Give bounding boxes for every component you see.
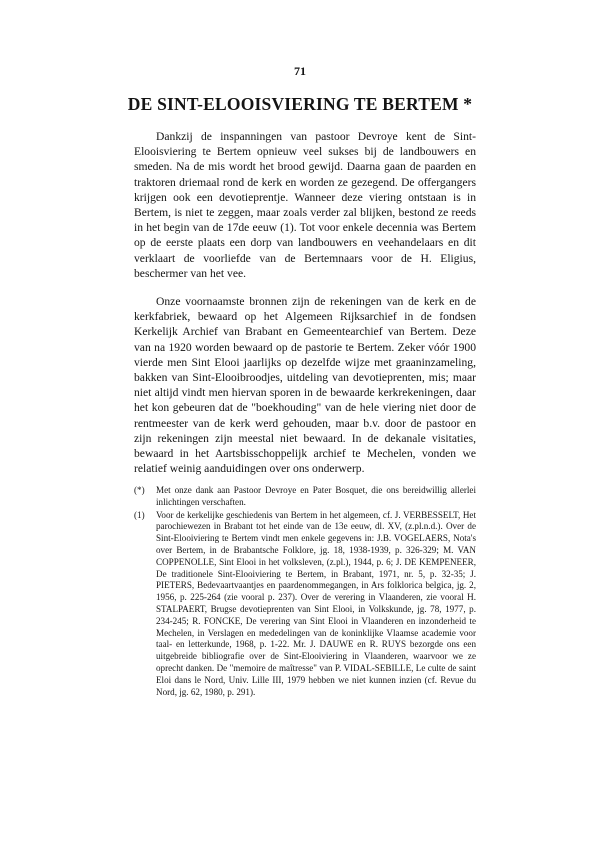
footnote-mark: (1) [134,509,145,520]
footnote-text: Voor de kerkelijke geschiedenis van Bertem in het algemeen, cf. J. VERBESSELT, Het parochiewezen in Brabant tot het einde van de 13e eeuw, dl. XV, (z.pl.n.d.). Over de Sint-Elooiviering te Bertem vindt men enkele gegevens in: J.B. VOGELAERS, Nota's over Bertem, in de Brabantsche Folklore, jg. 18, 1938-1939, p. 326-329; M. VAN COPPENOLLE, Sint Elooi in het volksleven, (z.pl.), 1944, p. 6; J. DE KEMPENEER, De traditionele Sint-Elooiviering te Bertem, in Brabant, 1971, nr. 5, p. 32-35; J. PIETERS, Bedevaartvaantjes en paardenommegangen, in Ars folklorica belgica, jg. 2, 1956, p. 225-264 (zie vooral p. 237). Over de verering in Vlaanderen, zie vooral H. STALPAERT, Brugse devotieprenten van Sint Elooi, in Volkskunde, jg. 78, 1977, p. 234-245; R. FONCKE, De verering van Sint Elooi in Vlaanderen en inzonderheid te Mechelen, in Verslagen en mededelingen van de koninklijke Vlaamse academie voor taal- en letterkunde, 1968, p. 1-22. Mr. J. DAUWE en R. RUYS bezorgde ons een uitgebreide bibliografie over de Sint-Elooiviering in Vlaanderen, waarvoor we ze oprecht danken. De "memoire de maîtresse" van P. VIDAL-SEBILLE, Le culte de saint Eloi dans le Nord, Univ. Lille III, 1979 hebben we niet kunnen inzien (cf. Revue du Nord, jg. 62, 1980, p. 291). [156,509,476,697]
body-paragraph [134,129,476,281]
footnote-mark: (*) [134,485,145,495]
page-title: DE SINT-ELOOISVIERING TE BERTEM * [127,94,473,114]
body-paragraph [134,294,476,476]
body-paragraph-text: Onze voornaamste bronnen zijn de rekeningen van de kerk en de kerkfabriek, bewaard op het Algemeen Rijksarchief in de fondsen Kerkelijk Archief van Brabant en Gemeentearchief van Bertem. Deze van na 1920 worden bewaard op de pastorie te Bertem. Zeker vóór 1900 vierde men Sint Elooi jaarlijks op dezelfde wijze met graaninzameling, bakken van Sint-Elooibroodjes, uitdeling van devotieprenten, mis; maar niet altijd vindt men hiervan sporen in de bewaarde kerkrekeningen, daar het kon gebeuren dat de "boekhouding" van de hele viering niet door de rentmeester van de kerk werd gehouden, maar b.v. door de pastoor en zijn rekeningen zijn meestal niet bewaard. In de dekanale visitaties, bewaard in het Aartsbisschoppelijk archief te Mechelen, vonden we relatief weinig aanduidingen over ons onderwerp. [134,295,476,476]
footnotes [134,485,476,699]
footnote [134,485,476,509]
body-paragraph-text: Dankzij de inspanningen van pastoor Devroye kent de Sint-Elooisviering te Bertem opnieuw veel sukses bij de landbouwers en smeden. Na de mis wordt het brood gewijd. Daarna gaan de paarden en traktoren driemaal rond de kerk en worden ze gezegend. De offergangers krijgen ook een devotieprentje. Wanneer deze viering ontstaan is in Bertem, is niet te zeggen, maar zoals verder zal blijken, bestond ze reeds in het begin van de 17de eeuw (1). Tot voor enkele decennia was Bertem op de eerste plaats een dorp van landbouwers en veehandelaars en dit verklaart de voorliefde van de Bertemnaars voor de H. Eligius, beschermer van het vee. [134,130,476,280]
page-number: 71 [294,64,306,78]
footnote [134,510,476,699]
footnote-text: Met onze dank aan Pastoor Devroye en Pater Bosquet, die ons bereidwillig allerlei inlichtingen verschaften. [156,485,476,507]
